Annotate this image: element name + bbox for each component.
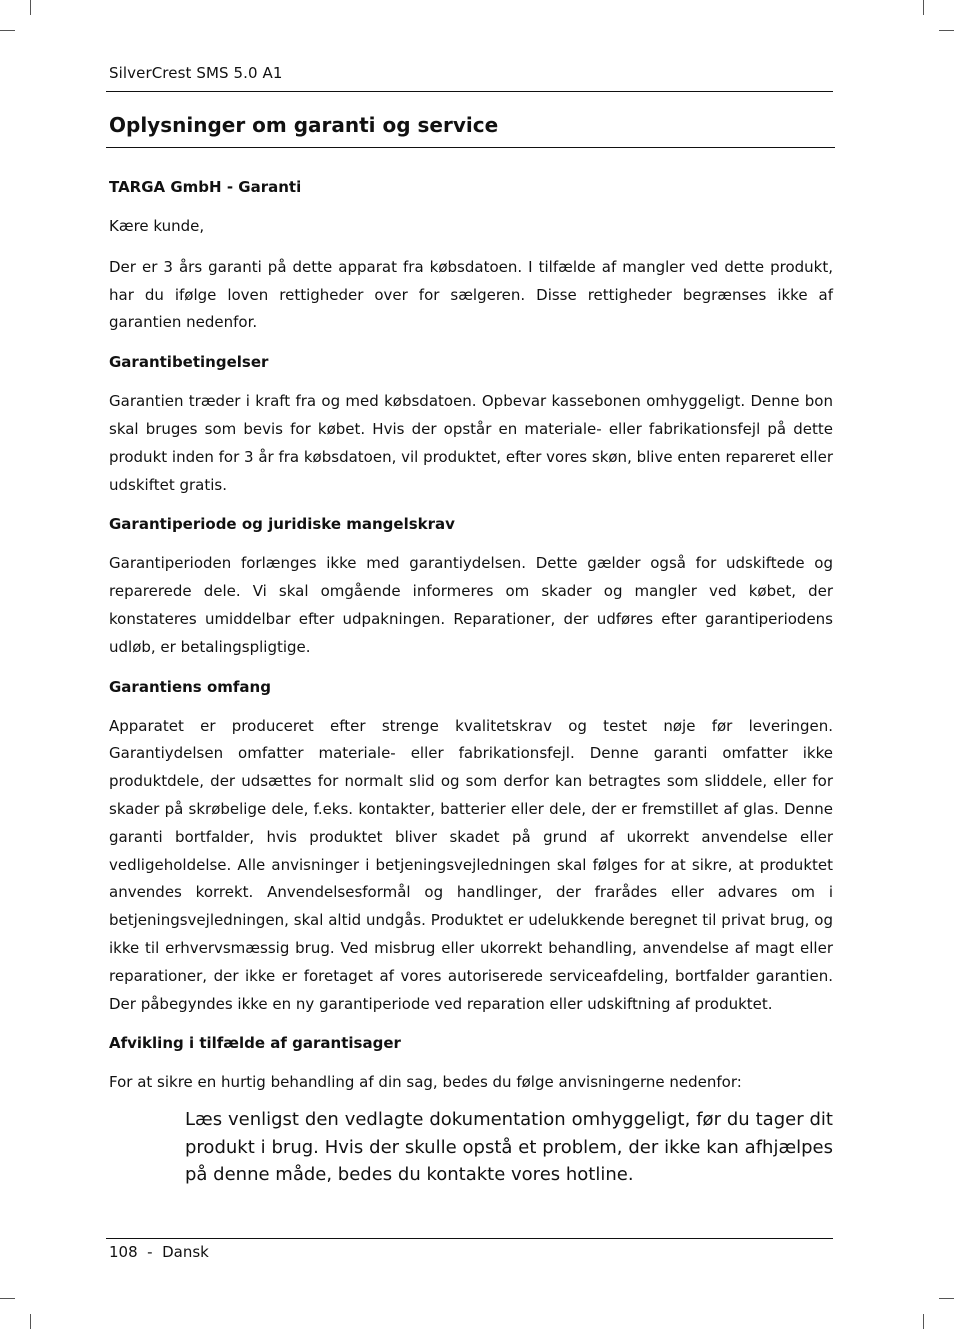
section-title: Oplysninger om garanti og service (109, 113, 499, 137)
paragraph-afvikling: For at sikre en hurtig behandling af din sag, bedes du følge anvisningerne nedenfor: (109, 1073, 742, 1092)
heading-targa-garanti: TARGA GmbH - Garanti (109, 178, 302, 196)
crop-mark-top-left (0, 30, 15, 31)
running-header: SilverCrest SMS 5.0 A1 (109, 64, 283, 82)
salutation: Kære kunde, (109, 217, 205, 235)
heading-garantibetingelser: Garantibetingelser (109, 353, 269, 372)
crop-mark-bottom-left (0, 1298, 15, 1299)
heading-garantiperiode: Garantiperiode og juridiske mangelskrav (109, 515, 455, 534)
paragraph-intro: Der er 3 års garanti på dette apparat fra købsdatoen. I tilfælde af mangler ved dette produkt, har du ifølge loven rettigheder over for sælgeren. Disse rettigheder begrænses ikke af garantien nedenfor. (109, 257, 833, 332)
footer-rule (106, 1238, 833, 1239)
callout-instruction: Læs venligst den vedlagte dokumentation omhyggeligt, før du tager dit produkt i brug. Hvis der skulle opstå et problem, der ikke kan afhjælpes på denne måde, bedes du kontakte vores hotline. (185, 1109, 833, 1185)
section-title-rule (106, 147, 835, 148)
header-rule (106, 91, 833, 92)
crop-mark-top-right (939, 30, 954, 31)
crop-mark-bottom-right (923, 1314, 924, 1329)
page-footer: 108 - Dansk (109, 1243, 209, 1261)
paragraph-garantibetingelser: Garantien træder i kraft fra og med købsdatoen. Opbevar kassebonen omhyggeligt. Denne bon skal bruges som bevis for købet. Hvis der opstår en materiale- eller fabrikationsfejl på dette produkt inden for 3 år fra købsdatoen, vil produktet, efter vores skøn, blive enten repareret eller udskiftet gratis. (109, 392, 833, 494)
document-body (109, 175, 833, 1188)
paragraph-garantiens-omfang: Apparatet er produceret efter strenge kvalitetskrav og testet nøje før leveringen. Garantiydelsen omfatter materiale- eller fabrikationsfejl. Denne garanti omfatter ikke produktdele, der udsættes for normalt slid og som derfor kan betragtes som sliddele, eller for skader på skrøbelige dele, f.eks. kontakter, batterier eller dele, der er fremstillet af glas. Denne garanti bortfalder, hvis produktet bliver skadet på grund af ukorrekt anvendelse eller vedligeholdelse. Alle anvisninger i betjeningsvejledningen skal følges for at sikre, at produktet anvendes korrekt. Anvendelsesformål og handlinger, der frarådes eller advares om i betjeningsvejledningen, skal altid undgås. Produktet er udelukkende beregnet til privat brug, og ikke til erhvervsmæssig brug. Ved misbrug eller ukorrekt behandling, anvendelse af magt eller reparationer, der ikke er foretaget af vores autoriserede serviceafdeling, bortfalder garantien. Der påbegyndes ikke en ny garantiperiode ved reparation eller udskiftning af produktet. (109, 716, 833, 1013)
heading-afvikling: Afvikling i tilfælde af garantisager (109, 1034, 401, 1053)
crop-mark-bottom-right (939, 1298, 954, 1299)
crop-mark-top-right (923, 0, 924, 15)
crop-mark-bottom-left (30, 1314, 31, 1329)
heading-garantiens-omfang: Garantiens omfang (109, 677, 271, 696)
paragraph-garantiperiode: Garantiperioden forlænges ikke med garantiydelsen. Dette gælder også for udskiftede og reparerede dele. Vi skal omgående informeres om skader og mangler ved købet, der konstateres umiddelbar efter udpakningen. Reparationer, der udføres efter garantiperiodens udløb, er betalingspligtige. (109, 554, 833, 656)
crop-mark-top-left (30, 0, 31, 15)
